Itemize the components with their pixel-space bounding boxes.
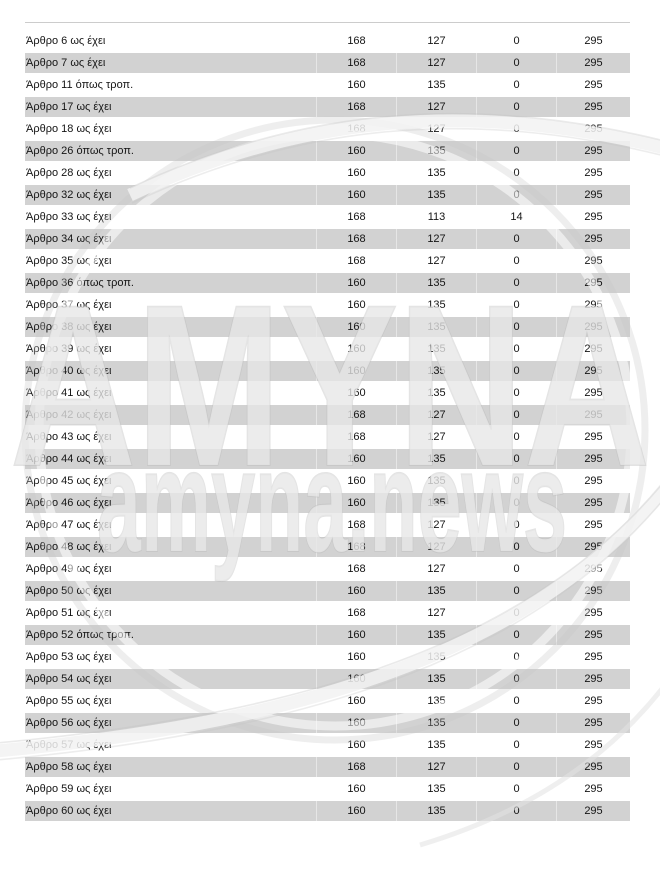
value-cell: 295 (556, 31, 630, 51)
value-cell: 168 (316, 251, 396, 271)
watermark-title: ΑΜΥΝΑ (10, 257, 650, 514)
value-cell: 135 (396, 383, 476, 403)
value-cell: 113 (396, 207, 476, 227)
article-label-cell: Άρθρο 45 ως έχει (25, 471, 316, 491)
value-cell: 295 (556, 383, 630, 403)
value-cell: 160 (316, 163, 396, 183)
value-cell: 295 (556, 251, 630, 271)
article-label-cell: Άρθρο 55 ως έχει (25, 691, 316, 711)
value-cell: 160 (316, 801, 396, 821)
value-cell: 295 (556, 53, 630, 73)
value-cell: 135 (396, 317, 476, 337)
value-cell: 135 (396, 449, 476, 469)
table-row (25, 119, 630, 139)
value-cell: 295 (556, 185, 630, 205)
value-cell: 160 (316, 449, 396, 469)
table-row (25, 493, 630, 513)
value-cell: 295 (556, 273, 630, 293)
value-cell: 0 (476, 581, 556, 601)
value-cell: 168 (316, 537, 396, 557)
value-cell: 168 (316, 603, 396, 623)
value-cell: 135 (396, 75, 476, 95)
value-cell: 160 (316, 581, 396, 601)
value-cell: 127 (396, 559, 476, 579)
value-cell: 135 (396, 713, 476, 733)
article-label-cell: Άρθρο 18 ως έχει (25, 119, 316, 139)
value-cell: 160 (316, 185, 396, 205)
value-cell: 0 (476, 427, 556, 447)
table-row (25, 669, 630, 689)
value-cell: 160 (316, 339, 396, 359)
table-row (25, 361, 630, 381)
value-cell: 127 (396, 53, 476, 73)
value-cell: 295 (556, 361, 630, 381)
value-cell: 127 (396, 757, 476, 777)
value-cell: 160 (316, 735, 396, 755)
value-cell: 168 (316, 53, 396, 73)
value-cell: 295 (556, 669, 630, 689)
value-cell: 135 (396, 339, 476, 359)
article-label-cell: Άρθρο 47 ως έχει (25, 515, 316, 535)
value-cell: 295 (556, 647, 630, 667)
article-label-cell: Άρθρο 46 ως έχει (25, 493, 316, 513)
value-cell: 14 (476, 207, 556, 227)
article-label-cell: Άρθρο 28 ως έχει (25, 163, 316, 183)
value-cell: 168 (316, 427, 396, 447)
value-cell: 160 (316, 647, 396, 667)
table-row (25, 75, 630, 95)
articles-table-body (25, 31, 630, 821)
value-cell: 0 (476, 119, 556, 139)
article-label-cell: Άρθρο 17 ως έχει (25, 97, 316, 117)
value-cell: 160 (316, 75, 396, 95)
value-cell: 168 (316, 229, 396, 249)
value-cell: 135 (396, 163, 476, 183)
value-cell: 295 (556, 603, 630, 623)
value-cell: 135 (396, 471, 476, 491)
table-top-rule (25, 22, 630, 23)
article-label-cell: Άρθρο 58 ως έχει (25, 757, 316, 777)
value-cell: 295 (556, 559, 630, 579)
table-row (25, 339, 630, 359)
article-label-cell: Άρθρο 51 ως έχει (25, 603, 316, 623)
value-cell: 0 (476, 537, 556, 557)
table-row (25, 515, 630, 535)
value-cell: 127 (396, 515, 476, 535)
value-cell: 160 (316, 669, 396, 689)
value-cell: 160 (316, 713, 396, 733)
table-row (25, 97, 630, 117)
value-cell: 135 (396, 735, 476, 755)
table-row (25, 735, 630, 755)
value-cell: 168 (316, 119, 396, 139)
value-cell: 135 (396, 185, 476, 205)
value-cell: 135 (396, 361, 476, 381)
value-cell: 0 (476, 317, 556, 337)
article-label-cell: Άρθρο 54 ως έχει (25, 669, 316, 689)
article-label-cell: Άρθρο 41 ως έχει (25, 383, 316, 403)
article-label-cell: Άρθρο 56 ως έχει (25, 713, 316, 733)
value-cell: 295 (556, 339, 630, 359)
article-label-cell: Άρθρο 43 ως έχει (25, 427, 316, 447)
value-cell: 295 (556, 207, 630, 227)
value-cell: 295 (556, 713, 630, 733)
value-cell: 0 (476, 141, 556, 161)
value-cell: 135 (396, 625, 476, 645)
table-row (25, 251, 630, 271)
article-label-cell: Άρθρο 36 όπως τροπ. (25, 273, 316, 293)
article-label-cell: Άρθρο 6 ως έχει (25, 31, 316, 51)
table-row (25, 537, 630, 557)
table-row (25, 647, 630, 667)
table-row (25, 295, 630, 315)
value-cell: 0 (476, 75, 556, 95)
value-cell: 127 (396, 31, 476, 51)
value-cell: 0 (476, 559, 556, 579)
article-label-cell: Άρθρο 53 ως έχει (25, 647, 316, 667)
article-label-cell: Άρθρο 32 ως έχει (25, 185, 316, 205)
value-cell: 168 (316, 97, 396, 117)
value-cell: 295 (556, 757, 630, 777)
value-cell: 0 (476, 229, 556, 249)
table-row (25, 317, 630, 337)
article-label-cell: Άρθρο 48 ως έχει (25, 537, 316, 557)
value-cell: 135 (396, 273, 476, 293)
value-cell: 295 (556, 801, 630, 821)
article-label-cell: Άρθρο 11 όπως τροπ. (25, 75, 316, 95)
value-cell: 168 (316, 757, 396, 777)
value-cell: 0 (476, 757, 556, 777)
table-row (25, 53, 630, 73)
value-cell: 127 (396, 405, 476, 425)
value-cell: 295 (556, 515, 630, 535)
value-cell: 135 (396, 691, 476, 711)
value-cell: 135 (396, 295, 476, 315)
value-cell: 295 (556, 75, 630, 95)
value-cell: 135 (396, 779, 476, 799)
table-row (25, 427, 630, 447)
watermark-subtitle: amyna.news (97, 420, 567, 582)
value-cell: 295 (556, 427, 630, 447)
table-row (25, 581, 630, 601)
value-cell: 0 (476, 251, 556, 271)
value-cell: 0 (476, 361, 556, 381)
value-cell: 0 (476, 405, 556, 425)
value-cell: 295 (556, 405, 630, 425)
article-label-cell: Άρθρο 37 ως έχει (25, 295, 316, 315)
value-cell: 135 (396, 581, 476, 601)
article-label-cell: Άρθρο 7 ως έχει (25, 53, 316, 73)
value-cell: 135 (396, 493, 476, 513)
value-cell: 0 (476, 603, 556, 623)
table-row (25, 559, 630, 579)
value-cell: 160 (316, 625, 396, 645)
article-label-cell: Άρθρο 38 ως έχει (25, 317, 316, 337)
value-cell: 295 (556, 119, 630, 139)
value-cell: 295 (556, 779, 630, 799)
table-row (25, 625, 630, 645)
value-cell: 0 (476, 735, 556, 755)
value-cell: 295 (556, 141, 630, 161)
table-row (25, 273, 630, 293)
article-label-cell: Άρθρο 49 ως έχει (25, 559, 316, 579)
value-cell: 295 (556, 537, 630, 557)
value-cell: 127 (396, 251, 476, 271)
value-cell: 295 (556, 229, 630, 249)
table-row (25, 405, 630, 425)
articles-table (25, 29, 630, 823)
value-cell: 168 (316, 31, 396, 51)
article-label-cell: Άρθρο 40 ως έχει (25, 361, 316, 381)
value-cell: 295 (556, 295, 630, 315)
article-label-cell: Άρθρο 33 ως έχει (25, 207, 316, 227)
value-cell: 135 (396, 801, 476, 821)
value-cell: 0 (476, 691, 556, 711)
value-cell: 135 (396, 141, 476, 161)
table-row (25, 141, 630, 161)
value-cell: 295 (556, 625, 630, 645)
value-cell: 0 (476, 163, 556, 183)
value-cell: 0 (476, 449, 556, 469)
table-row (25, 603, 630, 623)
value-cell: 160 (316, 361, 396, 381)
value-cell: 127 (396, 97, 476, 117)
value-cell: 160 (316, 779, 396, 799)
value-cell: 0 (476, 471, 556, 491)
value-cell: 0 (476, 801, 556, 821)
value-cell: 295 (556, 163, 630, 183)
value-cell: 0 (476, 273, 556, 293)
value-cell: 295 (556, 317, 630, 337)
value-cell: 0 (476, 779, 556, 799)
value-cell: 160 (316, 295, 396, 315)
value-cell: 0 (476, 647, 556, 667)
article-label-cell: Άρθρο 57 ως έχει (25, 735, 316, 755)
article-label-cell: Άρθρο 39 ως έχει (25, 339, 316, 359)
article-label-cell: Άρθρο 34 ως έχει (25, 229, 316, 249)
table-row (25, 449, 630, 469)
value-cell: 168 (316, 405, 396, 425)
article-label-cell: Άρθρο 44 ως έχει (25, 449, 316, 469)
value-cell: 168 (316, 207, 396, 227)
value-cell: 168 (316, 559, 396, 579)
value-cell: 160 (316, 493, 396, 513)
table-row (25, 801, 630, 821)
article-label-cell: Άρθρο 60 ως έχει (25, 801, 316, 821)
table-row (25, 31, 630, 51)
value-cell: 0 (476, 493, 556, 513)
value-cell: 127 (396, 229, 476, 249)
value-cell: 0 (476, 383, 556, 403)
table-row (25, 383, 630, 403)
value-cell: 0 (476, 339, 556, 359)
value-cell: 160 (316, 317, 396, 337)
value-cell: 295 (556, 735, 630, 755)
table-row (25, 207, 630, 227)
value-cell: 160 (316, 273, 396, 293)
value-cell: 0 (476, 31, 556, 51)
value-cell: 0 (476, 185, 556, 205)
article-label-cell: Άρθρο 50 ως έχει (25, 581, 316, 601)
value-cell: 0 (476, 515, 556, 535)
value-cell: 0 (476, 97, 556, 117)
article-label-cell: Άρθρο 35 ως έχει (25, 251, 316, 271)
value-cell: 0 (476, 669, 556, 689)
value-cell: 295 (556, 581, 630, 601)
value-cell: 135 (396, 647, 476, 667)
article-label-cell: Άρθρο 52 όπως τροπ. (25, 625, 316, 645)
value-cell: 168 (316, 515, 396, 535)
value-cell: 295 (556, 691, 630, 711)
article-label-cell: Άρθρο 42 ως έχει (25, 405, 316, 425)
value-cell: 160 (316, 691, 396, 711)
table-row (25, 185, 630, 205)
value-cell: 135 (396, 669, 476, 689)
value-cell: 0 (476, 713, 556, 733)
value-cell: 0 (476, 295, 556, 315)
value-cell: 127 (396, 427, 476, 447)
value-cell: 160 (316, 471, 396, 491)
article-label-cell: Άρθρο 26 όπως τροπ. (25, 141, 316, 161)
table-row (25, 471, 630, 491)
table-row (25, 163, 630, 183)
value-cell: 0 (476, 625, 556, 645)
value-cell: 295 (556, 97, 630, 117)
article-label-cell: Άρθρο 59 ως έχει (25, 779, 316, 799)
value-cell: 160 (316, 383, 396, 403)
value-cell: 0 (476, 53, 556, 73)
value-cell: 160 (316, 141, 396, 161)
value-cell: 127 (396, 537, 476, 557)
value-cell: 127 (396, 119, 476, 139)
value-cell: 127 (396, 603, 476, 623)
table-row (25, 757, 630, 777)
table-row (25, 229, 630, 249)
table-row (25, 779, 630, 799)
value-cell: 295 (556, 449, 630, 469)
value-cell: 295 (556, 493, 630, 513)
table-row (25, 691, 630, 711)
table-row (25, 713, 630, 733)
value-cell: 295 (556, 471, 630, 491)
